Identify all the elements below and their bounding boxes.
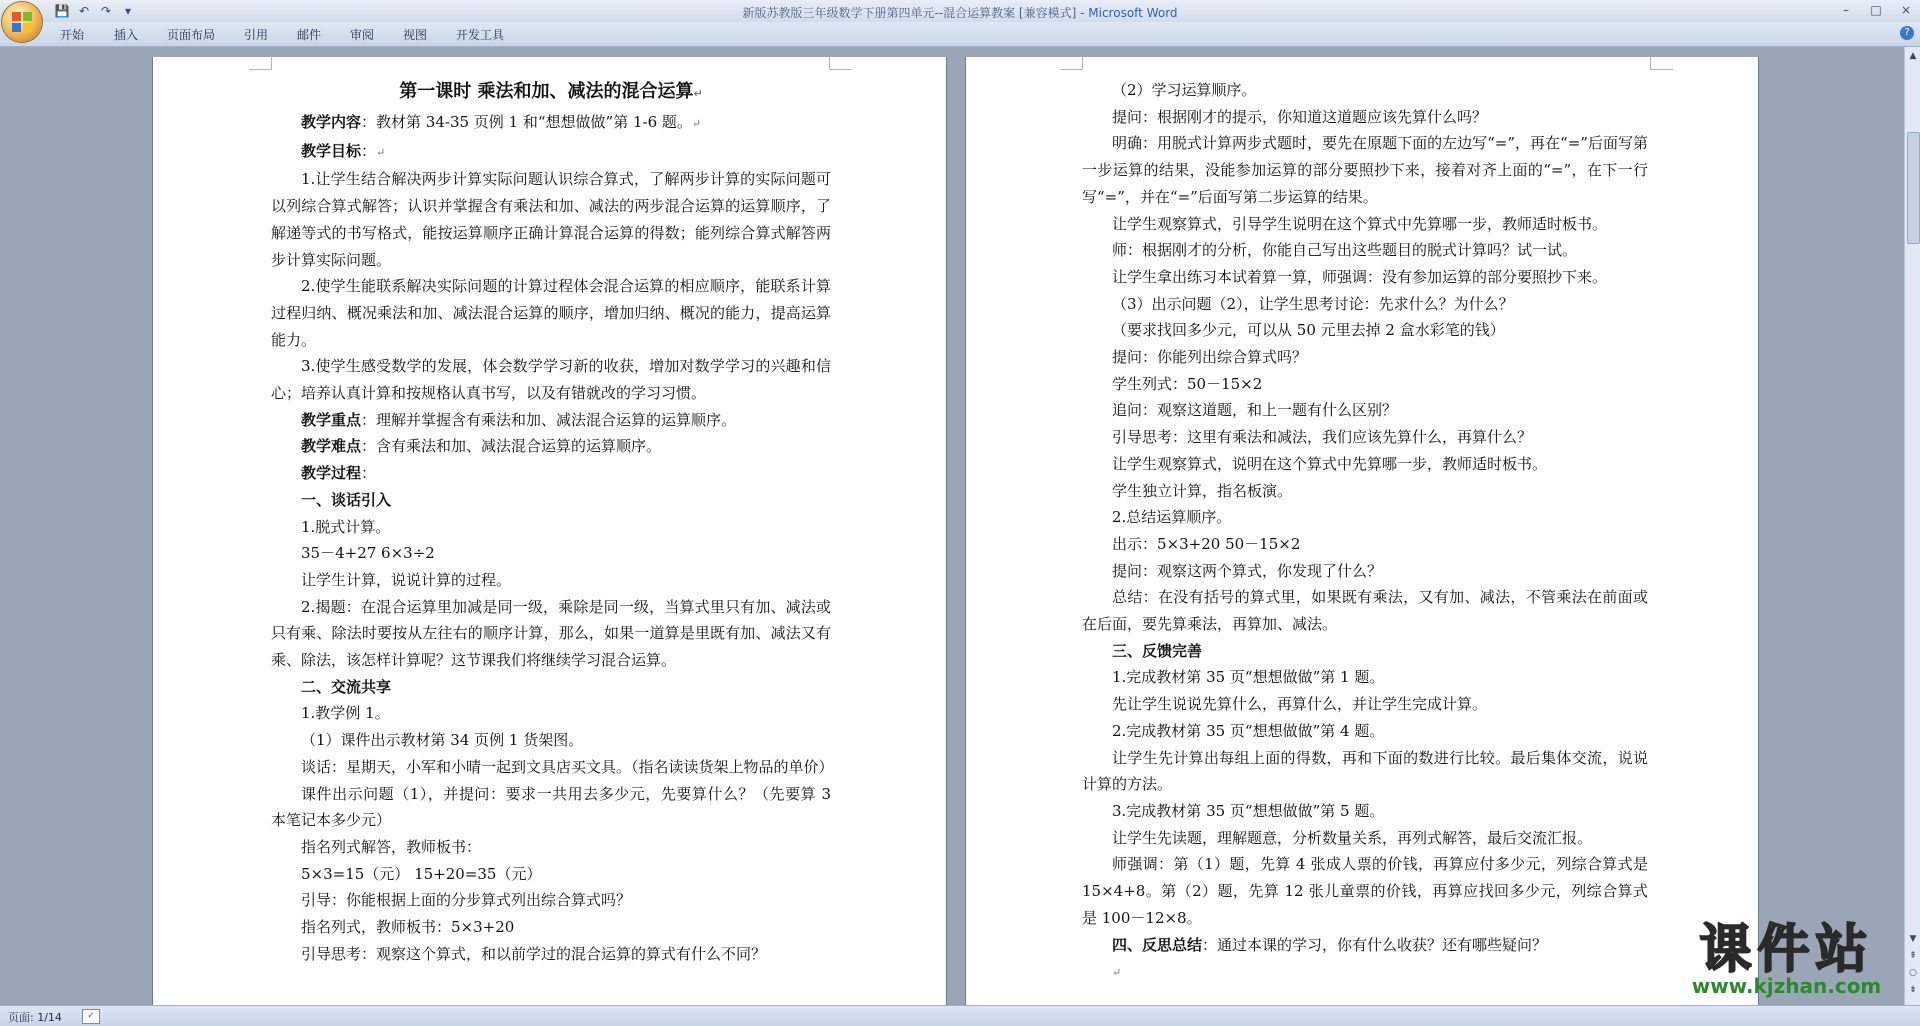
- paragraph: 总结：在没有括号的算式里，如果既有乘法，又有加、减法，不管乘法在前面或在后面，要先算乘法，再算加、减法。: [1082, 588, 1648, 634]
- paragraph: 引导思考：这里有乘法和减法，我们应该先算什么，再算什么？: [1112, 428, 1533, 447]
- section-heading: 一、谈话引入: [301, 490, 392, 509]
- paragraph: 师强调：第（1）题，先算 4 张成人票的价钱，再算应付多少元，列综合算式是 15×4+8。第（2）题，先算 12 张儿童票的价钱，再算应找回多少元，列综合算式是 100－12×8。: [1082, 855, 1648, 927]
- paragraph: 让学生先计算出每组上面的得数，再和下面的数进行比较。最后集体交流，说说计算的方法。: [1082, 748, 1648, 794]
- office-logo-icon: [12, 12, 32, 32]
- crop-mark: [829, 57, 852, 70]
- paragraph: 35－4+27 6×3÷2: [301, 544, 435, 563]
- customize-qat-icon[interactable]: ▾: [124, 4, 132, 18]
- paragraph: 引导思考：观察这个算式，和以前学过的混合运算的算式有什么不同？: [301, 944, 767, 963]
- window-title: [0, 4, 1920, 21]
- vertical-scrollbar[interactable]: [1904, 47, 1920, 1005]
- watermark-logo-text: 课件站: [1699, 920, 1874, 980]
- section-heading: 三、反馈完善: [1112, 641, 1203, 660]
- section-heading: 二、交流共享: [301, 677, 392, 696]
- app-name: Microsoft Word: [1088, 6, 1178, 20]
- paragraph: 教学难点：含有乘法和加、减法混合运算的运算顺序。: [301, 437, 662, 456]
- tab-home[interactable]: 开始: [60, 28, 85, 42]
- minimize-button[interactable]: –: [1843, 3, 1849, 17]
- tab-developer[interactable]: 开发工具: [456, 28, 505, 42]
- paragraph: 提问：观察这两个算式，你发现了什么？: [1112, 561, 1383, 580]
- paragraph: 教学过程：: [301, 464, 377, 483]
- page-count-status[interactable]: 页面: 1/14: [8, 1011, 62, 1024]
- maximize-button[interactable]: □: [1870, 3, 1882, 17]
- paragraph: 1.让学生结合解决两步计算实际问题认识综合算式，了解两步计算的实际问题可以列综合算式解答；认识并掌握含有乘法和加、减法的两步混合运算的运算顺序，了解递等式的书写格式，能按运算顺序正确计算混合运算的得数；能列综合算式解答两步计算实际问题。: [271, 170, 831, 269]
- paragraph: 2.揭题：在混合运算里加减是同一级，乘除是同一级，当算式里只有加、减法或只有乘、除法时要按从左往右的顺序计算，那么，如果一道算是里既有加、减法又有乘、除法，该怎样计算呢？这节课我们将继续学习混合运算。: [271, 597, 831, 670]
- paragraph: 四、反思总结：通过本课的学习，你有什么收获？还有哪些疑问？: [1112, 935, 1548, 954]
- paragraph: 提问：根据刚才的提示，你知道这道题应该先算什么吗？: [1112, 107, 1488, 126]
- paragraph: 让学生先读题，理解题意，分析数量关系，再列式解答，最后交流汇报。: [1112, 828, 1593, 847]
- paragraph: 教学内容：教材第 34-35 页例 1 和“想想做做”第 1-6 题。↵: [301, 113, 702, 131]
- paragraph: 5×3=15（元） 15+20=35（元）: [301, 864, 542, 883]
- tab-view[interactable]: 视图: [403, 28, 428, 42]
- page-2-content: [1082, 77, 1648, 987]
- spelling-check-icon[interactable]: ✓: [82, 1009, 100, 1024]
- paragraph: 明确：用脱式计算两步式题时，要先在原题下面的左边写“=”，再在“=”后面写第一步运算的结果，没能参加运算的部分要照抄下来，接着对齐上面的“=”，在下一行写“=”，并在“=”后面写第二步运算的结果。: [1082, 134, 1648, 206]
- browse-object-icon[interactable]: ○: [1909, 968, 1917, 978]
- paragraph: ↵: [1112, 966, 1122, 980]
- paragraph: 引导：你能根据上面的分步算式列出综合算式吗？: [301, 891, 632, 910]
- close-button[interactable]: ×: [1900, 3, 1912, 17]
- paragraph: （3）出示问题（2），让学生思考讨论：先求什么？为什么？: [1112, 294, 1514, 313]
- crop-mark: [1650, 57, 1673, 70]
- paragraph: （2）学习运算顺序。: [1112, 81, 1257, 99]
- paragraph: 让学生计算，说说计算的过程。: [301, 570, 512, 589]
- help-icon[interactable]: ?: [1900, 26, 1914, 40]
- paragraph: （要求找回多少元，可以从 50 元里去掉 2 盒水彩笔的钱）: [1112, 321, 1505, 340]
- paragraph: 1.完成教材第 35 页“想想做做”第 1 题。: [1112, 668, 1385, 687]
- page-1-content: [271, 77, 834, 968]
- tab-review[interactable]: 审阅: [350, 28, 375, 42]
- scroll-up-icon[interactable]: ▲: [1909, 51, 1917, 61]
- tab-page-layout[interactable]: 页面布局: [167, 28, 216, 42]
- previous-page-icon[interactable]: ⇞: [1909, 951, 1917, 961]
- crop-mark: [249, 57, 272, 70]
- office-button[interactable]: [2, 2, 42, 42]
- document-title: 新版苏教版三年级数学下册第四单元--混合运算教案 [兼容模式] -: [742, 6, 1089, 20]
- paragraph: 让学生观察算式，引导学生说明在这个算式中先算哪一步，教师适时板书。: [1112, 214, 1608, 233]
- paragraph: 教学目标：↵: [301, 141, 386, 160]
- document-page-2[interactable]: [966, 57, 1758, 1007]
- paragraph: 提问：你能列出综合算式吗？: [1112, 348, 1308, 367]
- tab-references[interactable]: 引用: [244, 28, 269, 42]
- paragraph: 指名列式解答，教师板书：: [301, 837, 482, 856]
- quick-access-toolbar: [54, 3, 136, 19]
- crop-mark: [1060, 57, 1083, 70]
- paragraph: 师：根据刚才的分析，你能自己写出这些题目的脱式计算吗？试一试。: [1112, 241, 1578, 260]
- paragraph: 2.使学生能联系解决实际问题的计算过程体会混合运算的相应顺序，能联系计算过程归纳、概况乘法和加、减法混合运算的顺序，增加归纳、概况的能力，提高运算能力。: [271, 277, 831, 349]
- paragraph: 谈话：星期天，小军和小晴一起到文具店买文具。（指名读读货架上物品的单价）: [301, 757, 834, 776]
- status-bar: [0, 1005, 1920, 1026]
- paragraph: 2.完成教材第 35 页“想想做做”第 4 题。: [1112, 721, 1385, 740]
- paragraph: 学生列式：50－15×2: [1112, 374, 1263, 393]
- tab-insert[interactable]: 插入: [114, 28, 139, 42]
- paragraph: 1.脱式计算。: [301, 517, 391, 536]
- site-watermark: [1664, 922, 1909, 1002]
- scroll-thumb[interactable]: [1907, 132, 1920, 244]
- paragraph: 先让学生说说先算什么，再算什么，并让学生完成计算。: [1112, 695, 1488, 714]
- paragraph: 学生独立计算，指名板演。: [1112, 481, 1293, 500]
- paragraph: 让学生拿出练习本试着算一算，师强调：没有参加运算的部分要照抄下来。: [1112, 267, 1608, 286]
- tab-mailings[interactable]: 邮件: [297, 28, 322, 42]
- paragraph: 教学重点：理解并掌握含有乘法和加、减法混合运算的运算顺序。: [301, 410, 737, 429]
- next-page-icon[interactable]: ⇟: [1909, 985, 1917, 995]
- paragraph: 3.使学生感受数学的发展，体会数学学习新的收获，增加对数学学习的兴趣和信心；培养认真计算和按规格认真书写，以及有错就改的学习习惯。: [271, 357, 831, 403]
- redo-icon[interactable]: ↷: [100, 4, 112, 18]
- paragraph: 出示：5×3+20 50－15×2: [1112, 534, 1301, 553]
- paragraph: 让学生观察算式，说明在这个算式中先算哪一步，教师适时板书。: [1112, 454, 1548, 473]
- paragraph: 3.完成教材第 35 页“想想做做”第 5 题。: [1112, 801, 1385, 820]
- paragraph: 课件出示问题（1），并提问：要求一共用去多少元，先要算什么？（先要算 3 本笔记本多少元）: [271, 784, 831, 830]
- ribbon-tabs: [0, 22, 1920, 47]
- paragraph: 2.总结运算顺序。: [1112, 508, 1232, 527]
- save-icon[interactable]: 💾: [54, 4, 70, 18]
- watermark-url: www.kjzhan.com: [1691, 974, 1882, 998]
- window-controls: [1836, 2, 1916, 18]
- scroll-down-icon[interactable]: ▼: [1909, 934, 1917, 944]
- title-bar: [0, 0, 1920, 22]
- undo-icon[interactable]: ↶: [78, 4, 90, 18]
- paragraph: 指名列式，教师板书：5×3+20: [301, 918, 515, 937]
- paragraph: 1.教学例 1。: [301, 704, 390, 723]
- lesson-title: 第一课时 乘法和加、减法的混合运算↵: [399, 81, 703, 102]
- paragraph: （1）课件出示教材第 34 页例 1 货架图。: [301, 731, 584, 750]
- paragraph: 追问：观察这道题，和上一题有什么区别？: [1112, 401, 1398, 420]
- document-page-1[interactable]: [153, 57, 946, 1007]
